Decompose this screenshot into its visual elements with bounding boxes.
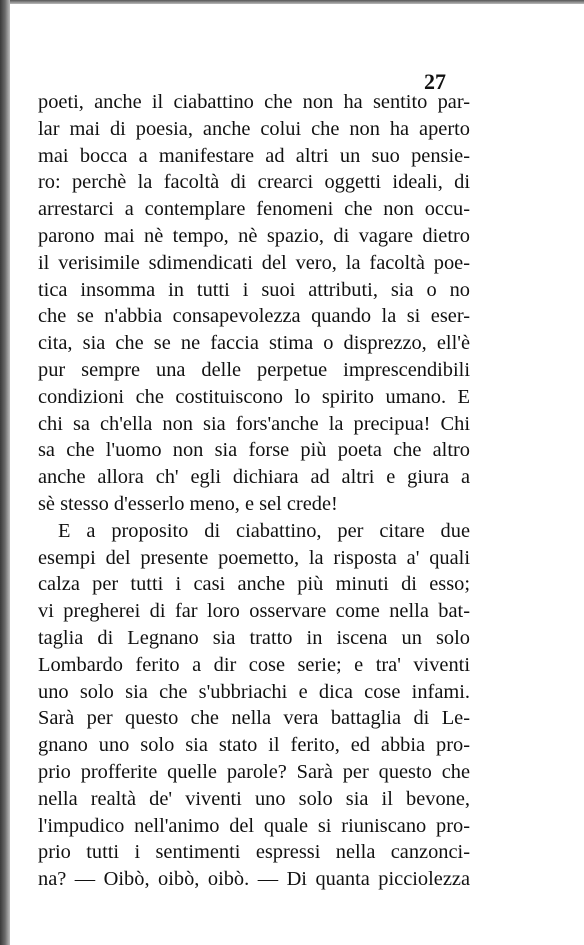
text-line: sè stesso d'esserlo meno, e sel crede! — [38, 492, 338, 515]
text-line: vi pregherei di far loro osservare come nella bat- — [38, 600, 470, 623]
body-text — [38, 89, 470, 893]
text-line: calza per tutti i casi anche più minuti di esso; — [38, 573, 470, 596]
text-line: condizioni che costituiscono lo spirito umano. E — [38, 385, 470, 408]
text-line: taglia di Legnano sia tratto in iscena un solo — [38, 626, 470, 649]
text-line: pur sempre una delle perpetue imprescendibili — [38, 358, 470, 381]
page-number: 27 — [424, 69, 446, 94]
text-line: che se n'abbia consapevolezza quando la si eser- — [38, 305, 470, 328]
text-line: tica insomma in tutti i suoi attributi, sia o no — [38, 278, 470, 301]
text-line: E a proposito di ciabattino, per citare due — [58, 519, 470, 542]
text-line: Lombardo ferito a dir cose serie; e tra' viventi — [38, 653, 470, 676]
text-line: arrestarci a contemplare fenomeni che non occu- — [38, 198, 470, 221]
text-line: il verisimile sdimendicati del vero, la facoltà poe- — [38, 251, 470, 274]
text-line: poeti, anche il ciabattino che non ha sentito par- — [38, 91, 470, 113]
text-line: ro: perchè la facoltà di crearci oggetti ideali, di — [38, 171, 470, 194]
text-line: uno solo sia che s'ubbriachi e dica cose infami. — [38, 680, 470, 703]
text-line: anche allora ch' egli dichiara ad altri e giura a — [38, 466, 470, 489]
text-line: prio tutti i sentimenti espressi nella canzonci- — [38, 841, 470, 864]
text-line: prio profferite quelle parole? Sarà per questo che — [38, 760, 470, 783]
text-line: gnano uno solo sia stato il ferito, ed abbia pro- — [38, 734, 470, 757]
text-line: sa che l'uomo non sia forse più poeta che altro — [38, 439, 470, 462]
text-line: na? — Oibò, oibò, oibò. — Di quanta picciolezza — [38, 868, 470, 891]
text-line: chi sa ch'ella non sia fors'anche la precipua! Chi — [38, 412, 470, 435]
page-top-edge — [0, 0, 584, 4]
text-line: nella realtà de' viventi uno solo sia il bevone, — [38, 787, 470, 810]
text-line: cita, sia che se ne faccia stima o disprezzo, ell'è — [38, 332, 470, 355]
text-line: mai bocca a manifestare ad altri un suo pensie- — [38, 144, 470, 167]
text-line: parono mai nè tempo, nè spazio, di vagare dietro — [38, 224, 470, 247]
text-line: lar mai di poesia, anche colui che non ha aperto — [38, 117, 470, 140]
text-line: esempi del presente poemetto, la risposta a' quali — [38, 546, 470, 569]
page-binding-shadow — [0, 0, 10, 945]
text-line: Sarà per questo che nella vera battaglia di Le- — [38, 707, 470, 730]
text-line: l'impudico nell'animo del quale si riuniscano pro- — [38, 814, 470, 837]
